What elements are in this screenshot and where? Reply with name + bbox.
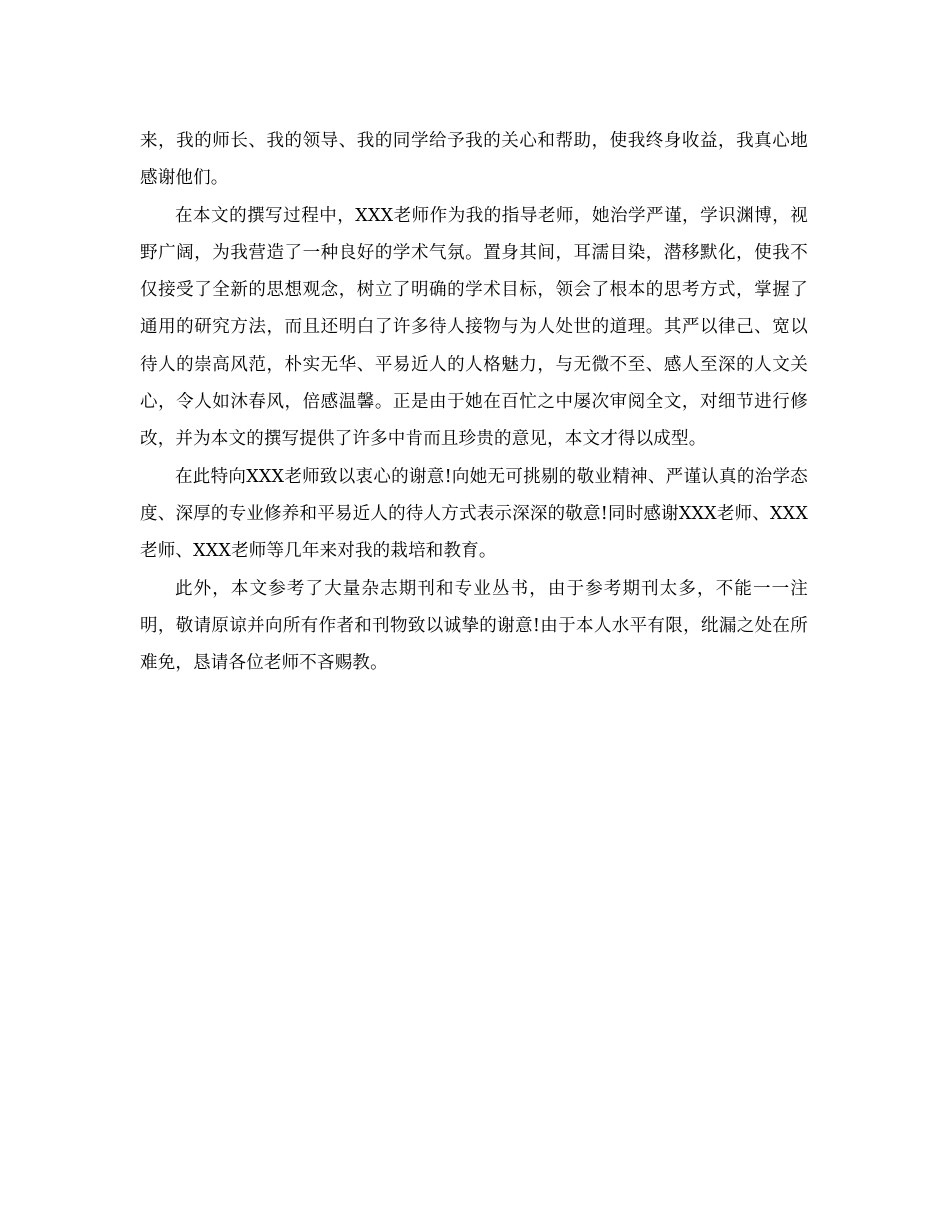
paragraph-references-thanks: 此外，本文参考了大量杂志期刊和专业丛书，由于参考期刊太多，不能一一注明，敬请原谅并向所有作者和刊物致以诚挚的谢意!由于本人水平有限，纰漏之处在所难免，恳请各位老师不吝赐教。 — [140, 578, 808, 674]
paragraph-advisor-thanks: 在本文的撰写过程中，XXX老师作为我的指导老师，她治学严谨，学识渊博，视野广阔，为我营造了一种良好的学术气氛。置身其间，耳濡目染，潜移默化，使我不仅接受了全新的思想观念，树立了明确的学术目标，领会了根本的思考方式，掌握了通用的研究方法，而且还明白了许多待人接物与为人处世的道理。其严以律己、宽以待人的崇高风范，朴实无华、平易近人的人格魅力，与无微不至、感人至深的人文关心，令人如沐春风，倍感温馨。正是由于她在百忙之中屡次审阅全文，对细节进行修改，并为本文的撰写提供了许多中肯而且珍贵的意见，本文才得以成型。 — [140, 205, 808, 450]
document-body — [140, 123, 808, 682]
paragraph-continuation: 来，我的师长、我的领导、我的同学给予我的关心和帮助，使我终身收益，我真心地感谢他们。 — [140, 131, 808, 189]
paragraph-special-thanks: 在此特向XXX老师致以衷心的谢意!向她无可挑剔的敬业精神、严谨认真的治学态度、深厚的专业修养和平易近人的待人方式表示深深的敬意!同时感谢XXX老师、XXX老师、XXX老师等几年来对我的栽培和教育。 — [140, 466, 808, 562]
